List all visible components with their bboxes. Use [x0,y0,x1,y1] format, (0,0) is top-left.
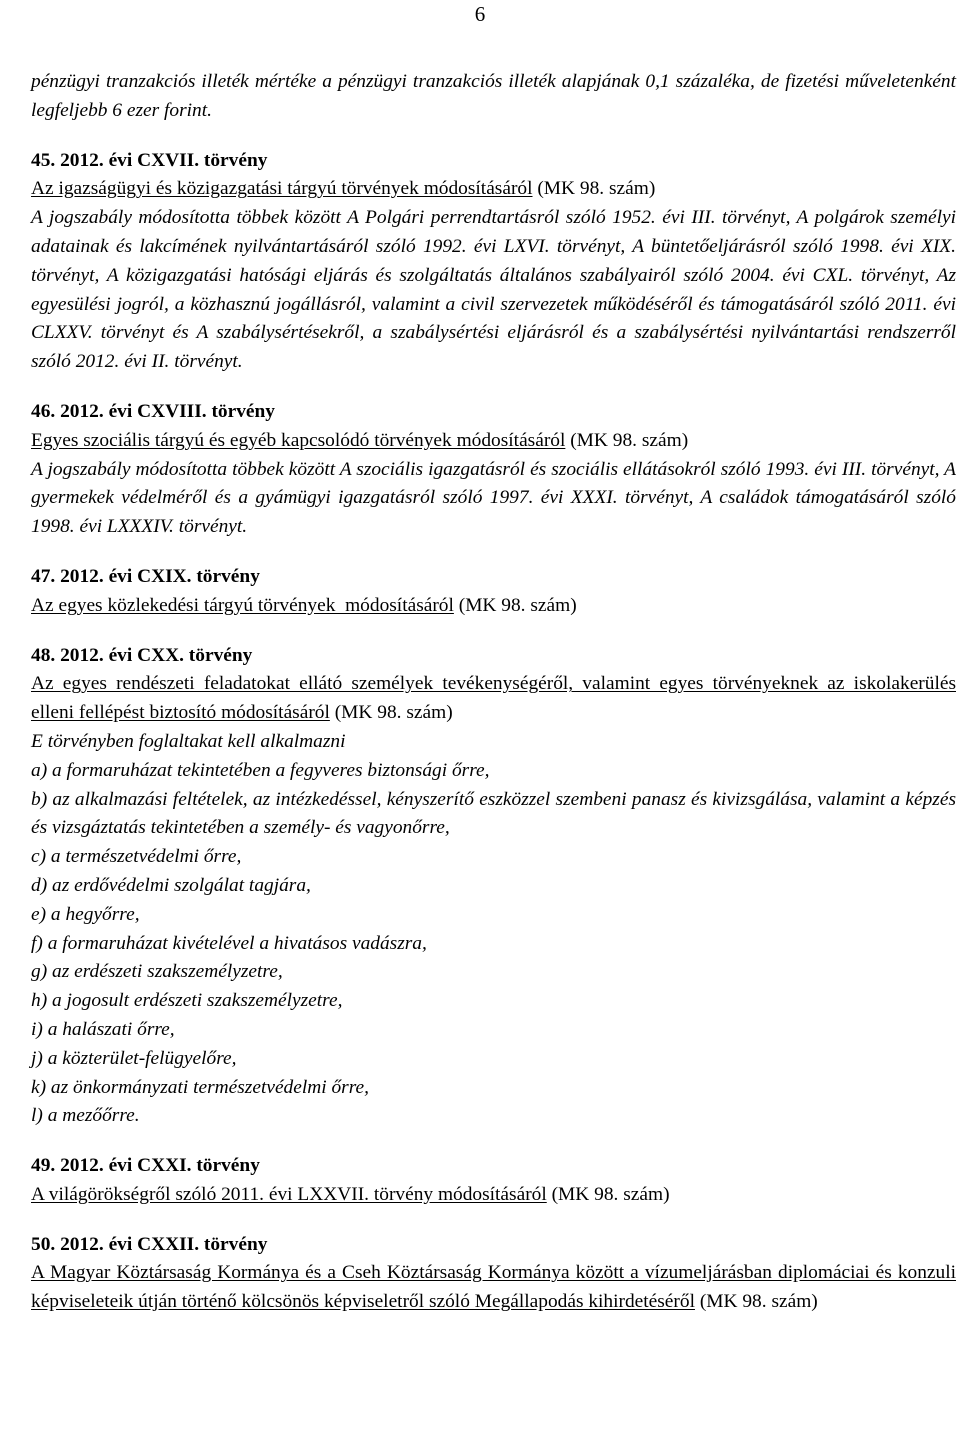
list-item: e) a hegyőrre, [31,903,140,925]
section-subject-line [31,670,956,728]
section-heading: 50. 2012. évi CXXII. törvény [31,1233,268,1255]
intro-paragraph: pénzügyi tranzakciós illeték mértéke a pénzügyi tranzakciós illeték alapjának 0,1 százaléka, de fizetési műveletenként legfeljebb 6 ezer forint. [31,71,956,121]
gazette-ref: (MK 98. szám) [546,1183,670,1205]
section-subject-line [31,175,956,204]
gazette-ref: (MK 98. szám) [453,594,577,616]
section-heading: 48. 2012. évi CXX. törvény [31,644,253,666]
section-subject: A Magyar Köztársaság Kormánya és a Cseh Köztársaság Kormánya között a vízumeljárásban diplomáciai és konzuli képviseleteik útján történő kölcsönös képviseletről szóló Megállapodás kihirdetéséről [31,1262,956,1313]
list-item: k) az önkormányzati természetvédelmi őrre, [31,1076,370,1098]
section-45 [31,147,956,377]
list-item: c) a természetvédelmi őrre, [31,846,242,868]
section-subject: A világörökségről szóló 2011. évi LXXVII. törvény módosításáról [31,1183,547,1205]
section-48 [31,642,956,1132]
list-item: d) az erdővédelmi szolgálat tagjára, [31,874,311,896]
list-item: l) a mezőőrre. [31,1105,140,1127]
section-subject-line [31,1181,956,1210]
section-body: A jogszabály módosította többek között A Polgári perrendtartásról szóló 1952. évi III. törvényt, A polgárok személyi adatainak és lakcímének nyilvántartásáról szóló 1992. évi LXVI. törvényt, A büntetőeljárásról szóló 1998. évi XIX. törvényt, A közigazgatási hatósági eljárás és szolgáltatás általános szabályairól szóló 2004. évi CXL. törvényt, Az egyesülési jogról, a közhasznú jogállásról, valamint a civil szervezetek működéséről és támogatásáról szóló 2011. évi CLXXV. törvényt és A szabálysértésekről, a szabálysértési eljárásról és a szabálysértési nyilvántartási rendszerről szóló 2012. évi II. törvényt. [31,207,956,373]
list-item: f) a formaruházat kivételével a hivatásos vadászra, [31,932,427,954]
document-body [31,68,956,1317]
section-heading: 47. 2012. évi CXIX. törvény [31,565,260,587]
page-number: 6 [474,2,486,26]
section-lead: E törvényben foglaltakat kell alkalmazni [31,730,346,752]
gazette-ref: (MK 98. szám) [532,178,656,200]
list-item: i) a halászati őrre, [31,1018,175,1040]
list-item: b) az alkalmazási feltételek, az intézkedéssel, kényszerítő eszközzel szembeni panasz és kivizsgálása, valamint a képzés és vizsgáztatás tekintetében a személy- és vagyonőrre, [31,788,956,839]
gazette-ref: (MK 98. szám) [694,1291,818,1313]
section-50 [31,1231,956,1317]
section-body: A jogszabály módosította többek között A szociális igazgatásról és szociális ellátásokról szóló 1993. évi III. törvényt, A gyermekek védelméről és a gyámügyi igazgatásról szóló 1997. évi XXXI. törvényt, A családok támogatásáról szóló 1998. évi LXXXIV. törvényt. [31,458,956,538]
section-subject: Az egyes közlekedési tárgyú törvények módosításáról [31,594,454,616]
section-49 [31,1152,956,1210]
section-subject: Az egyes rendészeti feladatokat ellátó személyek tevékenységéről, valamint egyes törvényeknek az iskolakerülés elleni fellépést biztosító módosításáról [31,673,956,724]
section-heading: 49. 2012. évi CXXI. törvény [31,1155,260,1177]
list-item: g) az erdészeti szakszemélyzetre, [31,961,283,983]
section-47 [31,563,956,621]
section-subject: Egyes szociális tárgyú és egyéb kapcsolódó törvények módosításáról [31,429,566,451]
section-subject-line [31,1259,956,1317]
section-subject-line [31,592,956,621]
section-heading: 45. 2012. évi CXVII. törvény [31,149,268,171]
list-item: a) a formaruházat tekintetében a fegyveres biztonsági őrre, [31,759,490,781]
gazette-ref: (MK 98. szám) [565,429,689,451]
list-item: h) a jogosult erdészeti szakszemélyzetre, [31,990,343,1012]
section-subject-line [31,427,956,456]
gazette-ref: (MK 98. szám) [329,702,453,724]
section-46 [31,398,956,542]
section-subject: Az igazságügyi és közigazgatási tárgyú törvények módosításáról [31,178,533,200]
list-item: j) a közterület-felügyelőre, [31,1047,237,1069]
section-heading: 46. 2012. évi CXVIII. törvény [31,400,275,422]
